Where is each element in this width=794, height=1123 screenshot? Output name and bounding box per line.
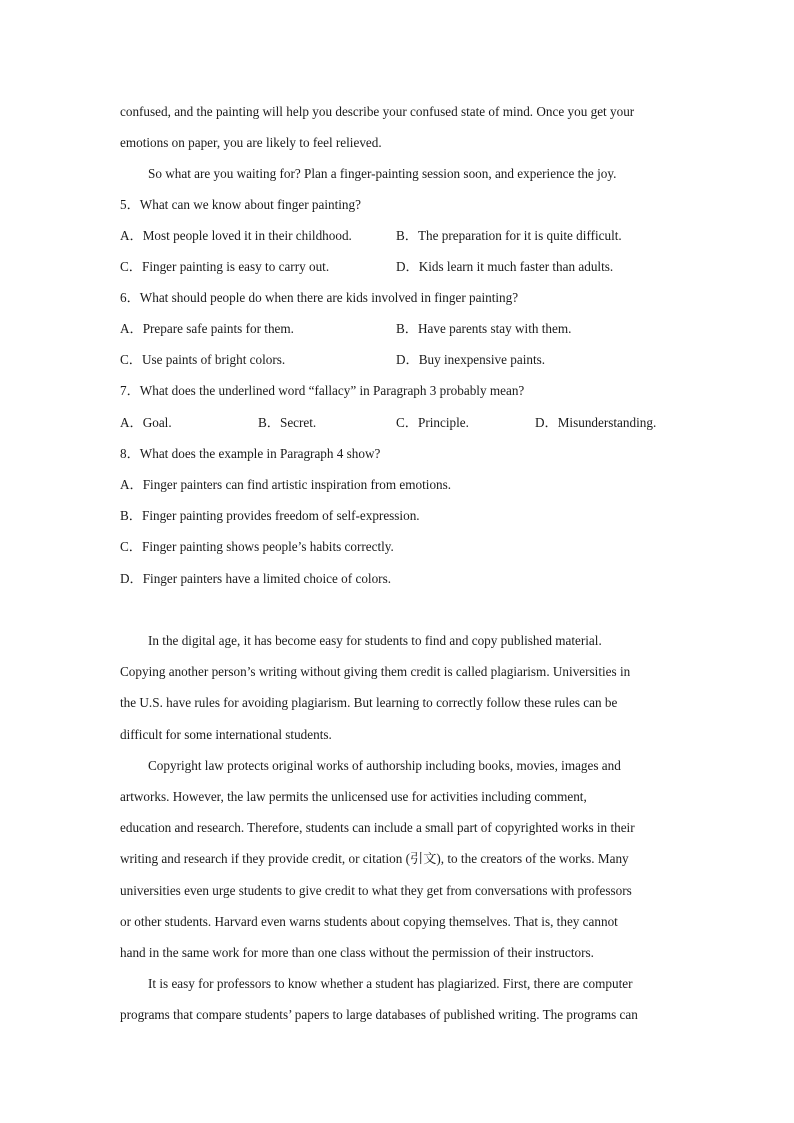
question-8-option-b: B．Finger painting provides freedom of self-expression. [120, 508, 420, 523]
question-5-option-a: A．Most people loved it in their childhood. [120, 228, 352, 243]
passage-b-line-2: Copying another person’s writing without giving them credit is called plagiarism. Universities in [120, 664, 631, 679]
question-6-option-c: C．Use paints of bright colors. [120, 352, 286, 367]
passage-b-line-5: Copyright law protects original works of authorship including books, movies, images and [148, 758, 621, 773]
question-5-option-c: C．Finger painting is easy to carry out. [120, 259, 330, 274]
question-5-stem: 5．What can we know about finger painting? [120, 197, 361, 212]
passage-b-line-10: or other students. Harvard even warns students about copying themselves. That is, they cannot [120, 914, 618, 929]
question-7-option-d: D．Misunderstanding. [535, 415, 657, 430]
question-5-option-d: D．Kids learn it much faster than adults. [396, 259, 614, 274]
passage-b-line-13: programs that compare students’ papers to large databases of published writing. The programs can [120, 1007, 638, 1022]
question-7-stem: 7．What does the underlined word “fallacy” in Paragraph 3 probably mean? [120, 383, 525, 398]
passage-b-line-7: education and research. Therefore, students can include a small part of copyrighted works in their [120, 820, 635, 835]
passage-a-line-3: So what are you waiting for? Plan a finger-painting session soon, and experience the joy. [148, 166, 617, 181]
passage-b-line-9: universities even urge students to give credit to what they get from conversations with professors [120, 883, 632, 898]
passage-a-line-1: confused, and the painting will help you describe your confused state of mind. Once you get your [120, 104, 635, 119]
passage-b-line-4: difficult for some international students. [120, 727, 332, 742]
passage-b-line-3: the U.S. have rules for avoiding plagiarism. But learning to correctly follow these rules can be [120, 695, 618, 710]
question-7-option-c: C．Principle. [396, 415, 469, 430]
passage-b-line-6: artworks. However, the law permits the unlicensed use for activities including comment, [120, 789, 587, 804]
question-8-option-a: A．Finger painters can find artistic inspiration from emotions. [120, 477, 452, 492]
question-6-option-a: A．Prepare safe paints for them. [120, 321, 294, 336]
passage-b-line-12: It is easy for professors to know whether a student has plagiarized. First, there are computer [148, 976, 633, 991]
question-7-option-b: B．Secret. [258, 415, 317, 430]
question-7-option-a: A．Goal. [120, 415, 172, 430]
question-6-option-d: D．Buy inexpensive paints. [396, 352, 546, 367]
passage-b-line-8: writing and research if they provide credit, or citation (引文), to the creators of the works. Many [120, 851, 629, 866]
question-8-stem: 8．What does the example in Paragraph 4 show? [120, 446, 381, 461]
question-6-stem: 6．What should people do when there are kids involved in finger painting? [120, 290, 519, 305]
passage-b-line-11: hand in the same work for more than one class without the permission of their instructors. [120, 945, 594, 960]
question-5-option-b: B．The preparation for it is quite difficult. [396, 228, 622, 243]
question-6-option-b: B．Have parents stay with them. [396, 321, 572, 336]
question-8-option-d: D．Finger painters have a limited choice of colors. [120, 571, 391, 586]
question-8-option-c: C．Finger painting shows people’s habits correctly. [120, 539, 394, 554]
passage-b-line-1: In the digital age, it has become easy for students to find and copy published material. [148, 633, 602, 648]
passage-a-line-2: emotions on paper, you are likely to feel relieved. [120, 135, 382, 150]
